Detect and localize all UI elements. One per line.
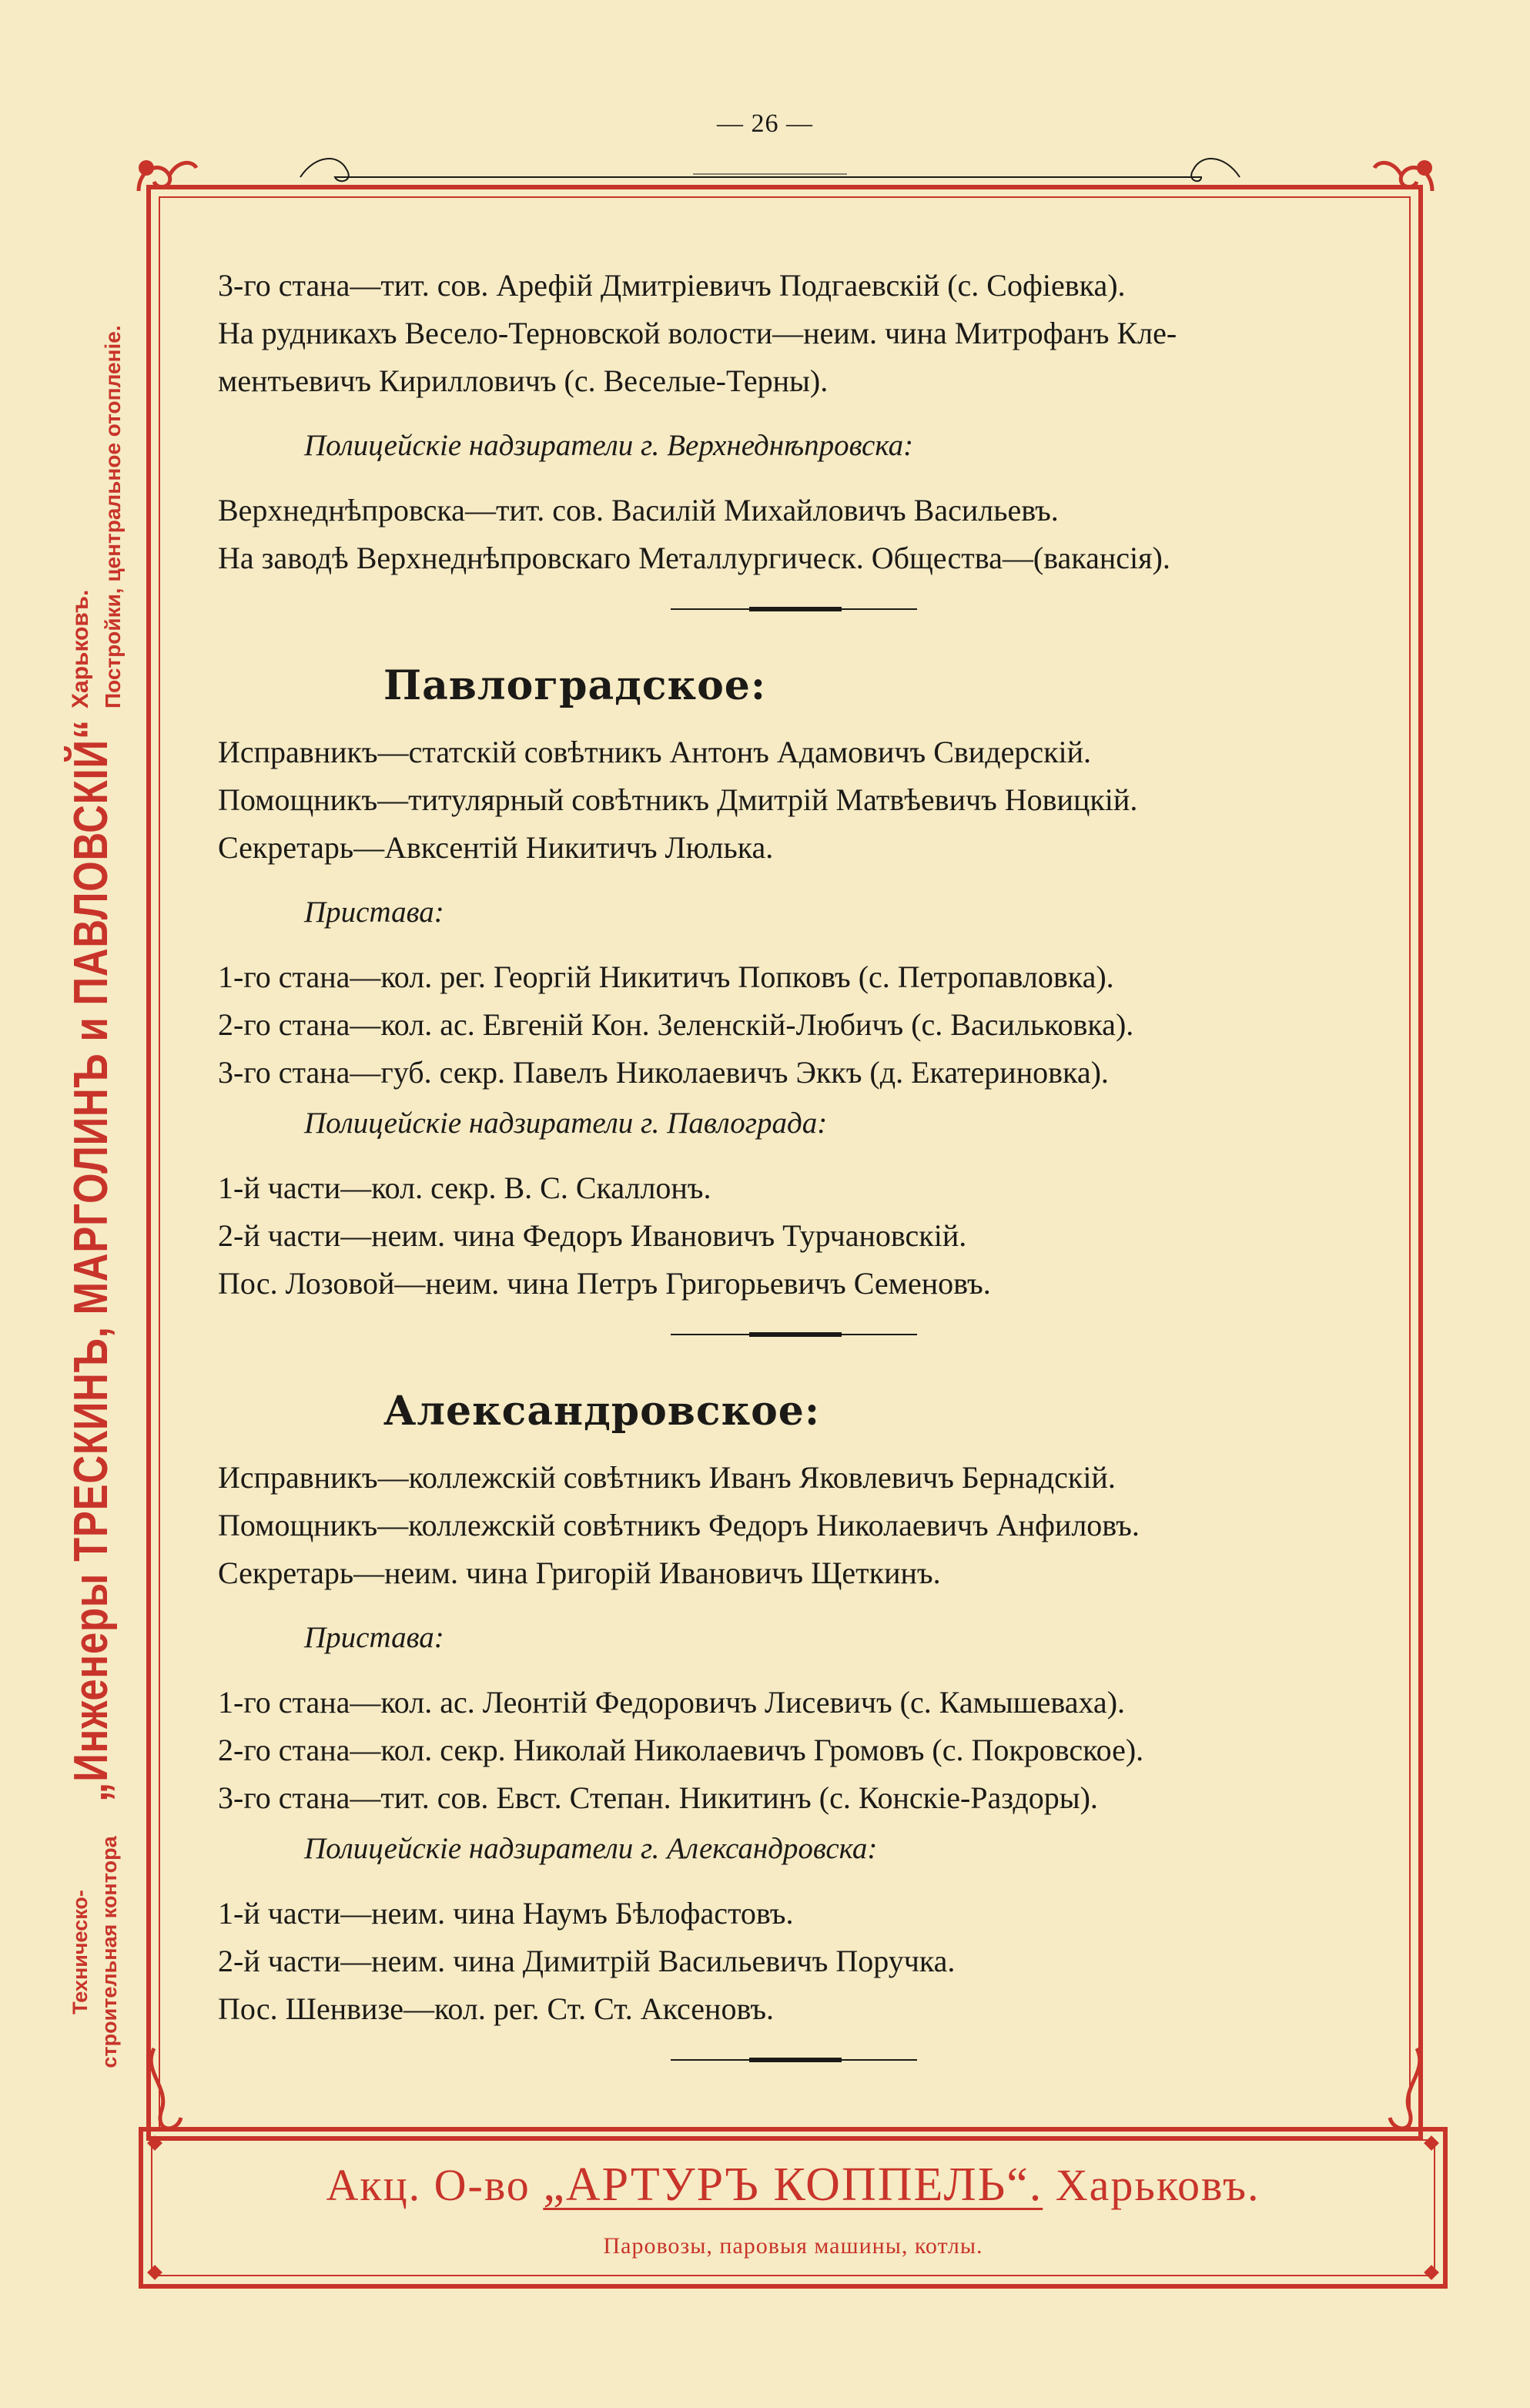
- text-line: Исправникъ—коллежскій совѣтникъ Иванъ Яковлевичъ Бернадскій.: [218, 1460, 1116, 1495]
- top-section: [218, 262, 1373, 582]
- text-line: ментьевичъ Кирилловичъ (с. Веселые-Терны).: [218, 363, 829, 398]
- text-line: Помощникъ—титулярный совѣтникъ Дмитрій Матвѣевичъ Новицкій.: [218, 782, 1138, 817]
- text-line: 1-го стана—кол. рег. Георгій Никитичъ Попковъ (с. Петропавловка).: [218, 960, 1114, 994]
- subsection-heading: Полицейскіе надзиратели г. Верхнеднѣпровска:: [304, 429, 914, 462]
- text-line: 3-го стана—тит. сов. Арефій Дмитріевичъ Подгаевскій (с. Софіевка).: [218, 268, 1126, 303]
- side-ad-city: Харьковъ.: [68, 589, 93, 708]
- subsection-heading: Пристава:: [304, 1621, 444, 1654]
- section-divider: [218, 582, 1373, 636]
- aleksandrovsk-section: [218, 1361, 1373, 2033]
- bottom-advertisement: [139, 2127, 1448, 2289]
- subsection-heading: Полицейскіе надзиратели г. Александровска:: [304, 1832, 878, 1865]
- side-ad-services: Постройки, центральное отопленіе.: [101, 325, 125, 708]
- section-title: Александровское:: [383, 1388, 821, 1435]
- subsection-heading: Пристава:: [304, 896, 444, 929]
- text-line: Пос. Шенвизе—кол. рег. Ст. Ст. Аксеновъ.: [218, 1991, 775, 2026]
- text-line: Верхнеднѣпровска—тит. сов. Василій Михайловичъ Васильевъ.: [218, 493, 1059, 527]
- text-line: 2-й части—неим. чина Димитрій Васильевичъ Поручка.: [218, 1944, 956, 1978]
- text-line: 2-го стана—кол. ас. Евгеній Кон. Зеленскій-Любичъ (с. Васильковка).: [218, 1007, 1134, 1042]
- side-ad-firm: „Инженеры ТРЕСКИНЪ, МАРГОЛИНЪ и ПАВЛОВСКІЙ“: [65, 718, 118, 1802]
- corner-flourish-icon: [139, 2041, 200, 2141]
- bottom-ad-headline: [143, 2158, 1443, 2212]
- corner-flourish-icon: [1371, 145, 1448, 222]
- text-line: 1-й части—кол. секр. В. С. Скаллонъ.: [218, 1171, 711, 1205]
- text-line: 2-й части—неим. чина Федоръ Ивановичъ Турчановскій.: [218, 1218, 967, 1253]
- page-number: — 26 —: [717, 109, 813, 138]
- text-line: 3-го стана—губ. секр. Павелъ Николаевичъ Эккъ (д. Екатериновка).: [218, 1055, 1109, 1090]
- text-line: 1-го стана—кол. ас. Леонтій Федоровичъ Лисевичъ (с. Камышеваха).: [218, 1685, 1126, 1720]
- text-line: 3-го стана—тит. сов. Евст. Степан. Никитинъ (с. Конскіе-Раздоры).: [218, 1780, 1098, 1815]
- scroll-ornament: [293, 146, 1247, 193]
- text-line: Помощникъ—коллежскій совѣтникъ Федоръ Николаевичъ Анфиловъ.: [218, 1508, 1140, 1542]
- text-line: Секретарь—неим. чина Григорій Ивановичъ Щеткинъ.: [218, 1556, 941, 1590]
- text-line: Пос. Лозовой—неим. чина Петръ Григорьевичъ Семеновъ.: [218, 1266, 991, 1301]
- text-line: На заводѣ Верхнеднѣпровскаго Металлургическ. Общества—(вакансія).: [218, 541, 1170, 575]
- text-line: Исправникъ—статскій совѣтникъ Антонъ Адамовичъ Свидерскій.: [218, 735, 1092, 769]
- section-title: Павлоградское:: [383, 662, 767, 709]
- section-divider: [218, 2033, 1373, 2087]
- side-ad-city-block: [65, 185, 125, 708]
- bottom-ad-city: Харьковъ.: [1055, 2160, 1260, 2210]
- subsection-heading: Полицейскіе надзиратели г. Павлограда:: [304, 1107, 828, 1140]
- side-advertisement: [35, 185, 142, 2079]
- text-line: Секретарь—Авксентій Никитичъ Люлька.: [218, 830, 774, 865]
- section-divider: [218, 1308, 1373, 1361]
- corner-flourish-icon: [1371, 2041, 1432, 2141]
- side-ad-office-type: Техническо-строительная контора: [69, 1836, 121, 2068]
- text-line: 1-й части—неим. чина Наумъ Бѣлофастовъ.: [218, 1896, 794, 1931]
- text-line: 2-го стана—кол. секр. Николай Николаевичъ Громовъ (с. Покровское).: [218, 1733, 1144, 1767]
- bottom-ad-tagline: Паровозы, паровыя машины, котлы.: [603, 2233, 983, 2259]
- text-line: На рудникахъ Весело-Терновской волости—неим. чина Митрофанъ Кле-: [218, 316, 1177, 350]
- bottom-ad-prefix: Акц. О-во: [326, 2160, 531, 2210]
- bottom-ad-company: „АРТУРЪ КОППЕЛЬ“.: [543, 2158, 1043, 2211]
- main-content: [218, 262, 1373, 2087]
- pavlograd-section: [218, 636, 1373, 1308]
